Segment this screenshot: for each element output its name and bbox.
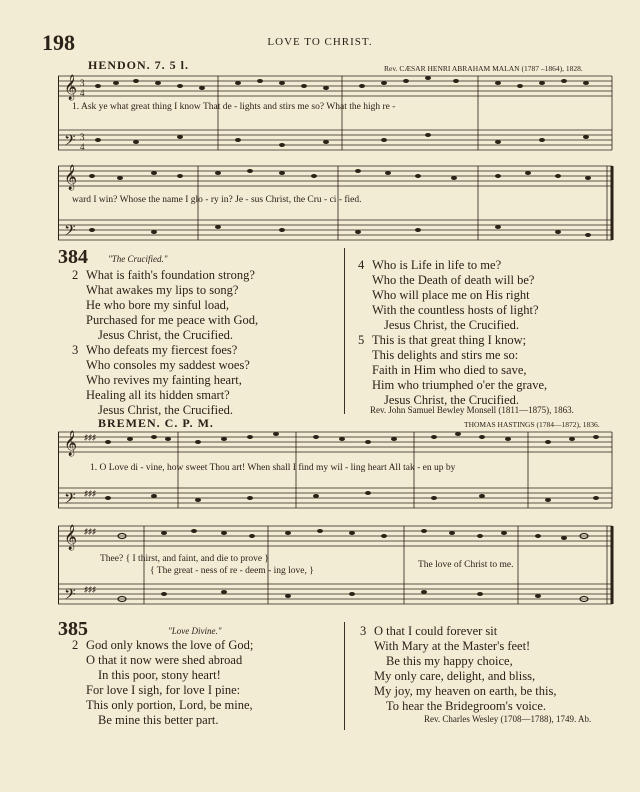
verse-text: Jesus Christ, the Crucified. (384, 393, 520, 407)
verse-line (72, 388, 258, 403)
composer-hendon: Rev. CÆSAR HENRI ABRAHAM MALAN (1787 –1864), 1828. (384, 64, 583, 73)
lyrics-hendon-line-2: ward I win? Whose the name I glo - ry in? Je - sus Christ, the Cru - ci - fied. (72, 195, 362, 205)
lyrics-bremen-line-2a: Thee? { I thirst, and faint, and die to prove } (100, 554, 269, 564)
page-number: 198 (42, 30, 75, 55)
verse-text: Be this my happy choice, (386, 654, 513, 668)
verse-line (360, 639, 556, 654)
verse-line (360, 624, 556, 639)
svg-text:𝄢: 𝄢 (64, 132, 76, 152)
svg-text:3: 3 (80, 78, 85, 88)
music-staff-hendon-2 (58, 160, 614, 250)
verse-text: Him who triumphed o'er the grave, (372, 378, 548, 392)
verse-text: This delights and stirs me so: (372, 348, 519, 362)
verse-number: 2 (72, 268, 79, 282)
hymn-385-verses-left (72, 638, 253, 728)
verse-line (72, 638, 253, 653)
verse-number: 5 (358, 333, 365, 347)
verse-line (360, 669, 556, 684)
verse-line (72, 268, 258, 283)
svg-text:4: 4 (80, 142, 85, 152)
music-staff-bremen-2 (58, 520, 614, 612)
verse-text: This is that great thing I know; (372, 333, 527, 347)
verse-number: 3 (360, 624, 367, 638)
verse-line (72, 283, 258, 298)
verse-text: My only care, delight, and bliss, (374, 669, 536, 683)
verse-line (72, 698, 253, 713)
verse-text: My joy, my heaven on earth, be this, (374, 684, 557, 698)
verse-text: God only knows the love of God; (86, 638, 254, 652)
verse-line (360, 699, 556, 714)
verse-text: This only portion, Lord, be mine, (86, 698, 253, 712)
verse-text: Healing all its hidden smart? (86, 388, 230, 402)
svg-text:♯♯♯: ♯♯♯ (84, 527, 96, 536)
tune-name-bremen: BREMEN. C. P. M. (98, 416, 214, 430)
verse-text: Who revives my fainting heart, (86, 373, 242, 387)
verse-line (72, 653, 253, 668)
svg-text:𝄞: 𝄞 (64, 524, 78, 549)
verse-line (360, 684, 556, 699)
svg-text:𝄢: 𝄢 (64, 222, 76, 242)
svg-text:4: 4 (80, 88, 85, 98)
verse-line (358, 318, 547, 333)
verse-line (72, 358, 258, 373)
verse-line (72, 298, 258, 313)
verse-text: Who will place me on His right (372, 288, 530, 302)
svg-text:𝄢: 𝄢 (64, 586, 76, 606)
verse-text: Faith in Him who died to save, (372, 363, 527, 377)
verse-text: What awakes my lips to song? (86, 283, 239, 297)
composer-bremen: THOMAS HASTINGS (1784—1872), 1836. (464, 420, 600, 429)
hymn-385-subtitle: "Love Divine." (168, 626, 222, 636)
verse-line (358, 378, 547, 393)
verse-number: 4 (358, 258, 365, 272)
svg-text:𝄞: 𝄞 (64, 74, 78, 99)
verse-text: Who the Death of death will be? (372, 273, 535, 287)
svg-text:♯♯♯: ♯♯♯ (84, 433, 96, 442)
verse-text: Who is Life in life to me? (372, 258, 502, 272)
verse-line (72, 313, 258, 328)
verse-line (358, 333, 547, 348)
lyrics-hendon-line-1: 1. Ask ye what great thing I know That de - lights and stirs me so? What the high re - (72, 102, 396, 112)
hymn-384-subtitle: "The Crucified." (108, 254, 168, 264)
hymn-384-author: Rev. John Samuel Bewley Monsell (1811—1875), 1863. (370, 405, 574, 415)
verse-text: To hear the Bridegroom's voice. (386, 699, 547, 713)
verse-line (358, 273, 547, 288)
verse-line (72, 373, 258, 388)
hymn-384-verses-left (72, 268, 258, 418)
svg-text:♯♯♯: ♯♯♯ (84, 585, 96, 594)
verse-line (358, 288, 547, 303)
column-divider (344, 248, 345, 414)
verse-line (358, 363, 547, 378)
verse-text: Who consoles my saddest woes? (86, 358, 250, 372)
verse-text: O that it now were shed abroad (86, 653, 243, 667)
svg-text:𝄞: 𝄞 (64, 164, 78, 189)
verse-text: Jesus Christ, the Crucified. (384, 318, 520, 332)
verse-text: With the countless hosts of light? (372, 303, 539, 317)
verse-text: Jesus Christ, the Crucified. (98, 403, 234, 417)
svg-text:♯♯♯: ♯♯♯ (84, 489, 96, 498)
verse-text: In this poor, stony heart! (98, 668, 221, 682)
verse-text: O that I could forever sit (374, 624, 498, 638)
verse-text: Purchased for me peace with God, (86, 313, 259, 327)
verse-line (358, 348, 547, 363)
svg-text:𝄢: 𝄢 (64, 490, 76, 510)
lyrics-bremen-line-1: 1. O Love di - vine, how sweet Thou art! When shall I find my wil - ling heart All tak - en up by (90, 463, 456, 473)
hymn-number-384: 384 (58, 246, 88, 268)
verse-line (72, 343, 258, 358)
verse-number: 3 (72, 343, 79, 357)
music-staff-hendon-1 (58, 70, 614, 160)
hymn-385-verses-right (360, 624, 556, 714)
verse-line (358, 258, 547, 273)
svg-text:3: 3 (80, 132, 85, 142)
svg-text:𝄞: 𝄞 (64, 430, 78, 455)
verse-text: What is faith's foundation strong? (86, 268, 255, 282)
verse-text: He who bore my sinful load, (86, 298, 230, 312)
verse-line (72, 328, 258, 343)
verse-number: 2 (72, 638, 79, 652)
verse-text: Jesus Christ, the Crucified. (98, 328, 234, 342)
verse-text: Who defeats my fiercest foes? (86, 343, 238, 357)
verse-line (72, 713, 253, 728)
hymn-384-verses-right (358, 258, 547, 408)
column-divider-2 (344, 622, 345, 730)
lyrics-bremen-line-2b: { The great - ness of re - deem - ing love, } (150, 566, 314, 576)
verse-text: Be mine this better part. (98, 713, 219, 727)
running-head: LOVE TO CHRIST. (267, 36, 373, 48)
tune-name-hendon: HENDON. 7. 5 l. (88, 58, 190, 72)
hymn-385-author: Rev. Charles Wesley (1708—1788), 1749. Ab. (424, 714, 592, 724)
verse-line (360, 654, 556, 669)
verse-text: With Mary at the Master's feet! (374, 639, 531, 653)
verse-line (358, 303, 547, 318)
lyrics-bremen-line-2c: The love of Christ to me. (418, 560, 514, 570)
verse-text: For love I sigh, for love I pine: (86, 683, 241, 697)
hymn-number-385: 385 (58, 618, 88, 640)
verse-line (72, 668, 253, 683)
verse-line (72, 683, 253, 698)
